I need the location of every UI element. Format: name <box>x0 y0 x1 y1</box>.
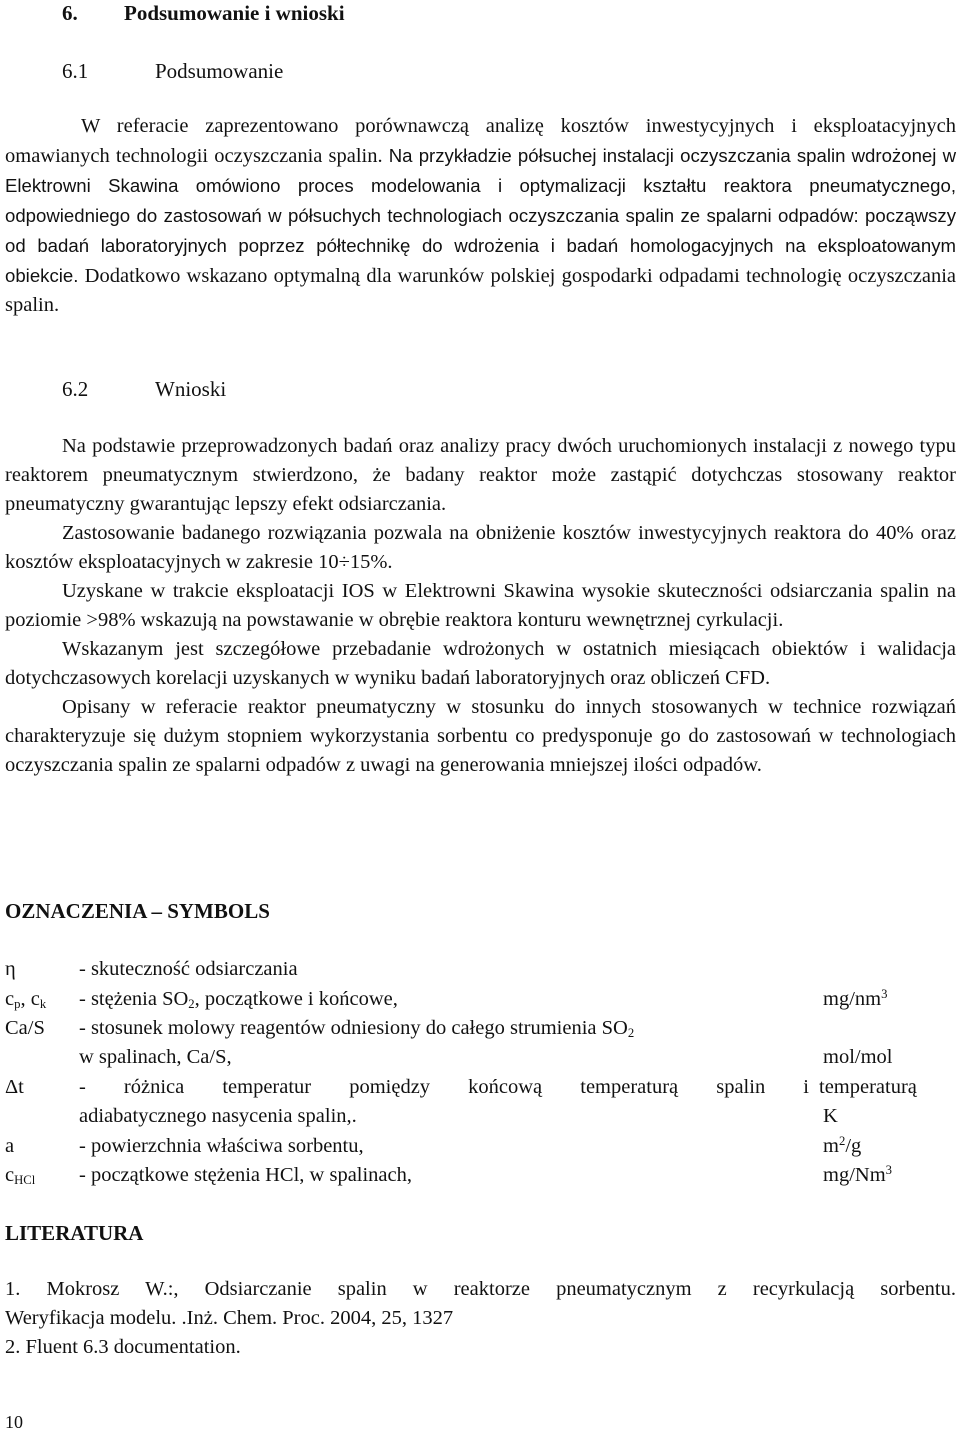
summary-text-1: W referacie zaprezentowano porównawczą analizę kosztów inwestycyjnych i eksploatacyjnych omawianych technologii oczyszczania spalin. <box>5 115 956 167</box>
symbol-unit: $m^2/g$ <box>823 1134 862 1157</box>
section-number: 6.2 <box>62 377 89 401</box>
symbol-description: - różnica temperatur pomiędzy końcową temperaturą spalin i <box>79 1076 809 1098</box>
section-6-1-heading <box>62 58 283 84</box>
conclusion-paragraph: Wskazanym jest szczegółowe przebadanie wdrożonych w ostatnich miesiącach obiektów i walidacja dotychczasowych korelacji uzyskanych w wyniku badań laboratoryjnych oraz obliczeń CFD. <box>5 638 956 689</box>
section-6-heading <box>62 0 345 26</box>
section-number: 6.1 <box>62 59 89 83</box>
symbol-row-delta-t-cont <box>5 1102 956 1131</box>
symbol: η <box>5 958 16 980</box>
symbol-unit: K <box>823 1105 838 1127</box>
symbol-description: - początkowe stężenia HCl, w spalinach, <box>79 1164 413 1186</box>
symbol-row-ca-s-cont <box>5 1043 956 1072</box>
section-title: Podsumowanie i wnioski <box>124 1 345 25</box>
symbol-row-hcl <box>5 1161 956 1190</box>
symbol: $c_{HCl}$ <box>5 1164 36 1188</box>
symbol-unit: temperaturą <box>819 1076 917 1098</box>
reference-1-line-2: Weryfikacja modelu. .Inż. Chem. Proc. 2004, 25, 1327 <box>5 1307 454 1329</box>
symbol-description: - powierzchnia właściwa sorbentu, <box>79 1135 364 1157</box>
page-number: 10 <box>5 1412 23 1432</box>
section-title: Podsumowanie <box>155 59 284 83</box>
conclusion-paragraph: Na podstawie przeprowadzonych badań oraz analizy pracy dwóch uruchomionych instalacji z nowego typu reaktorem pneumatycznym stwierdzono, że badany reaktor może zastąpić dotychczas stosowany reaktor pneumatyczny gwarantując lepszy efekt odsiarczania. <box>5 435 956 515</box>
section-6-2-heading <box>62 376 226 402</box>
symbol-description: adiabatycznego nasycenia spalin,. <box>79 1105 357 1127</box>
symbol-unit: mol/mol <box>823 1046 893 1068</box>
symbol-description: - stosunek molowy reagentów odniesiony do całego strumienia $SO_2$ <box>79 1017 635 1041</box>
symbol: $c_p$, $c_k$ <box>5 988 47 1012</box>
symbol-description: - skuteczność odsiarczania <box>79 958 298 980</box>
literature-list <box>5 1275 956 1362</box>
section-title: Wnioski <box>155 377 227 401</box>
reference-2: 2. Fluent 6.3 documentation. <box>5 1336 241 1358</box>
symbol: a <box>5 1135 15 1157</box>
symbol-description: - stężenia $SO_2$, początkowe i końcowe, <box>79 988 398 1012</box>
symbol-row-eta <box>5 955 956 984</box>
summary-paragraph <box>5 112 956 320</box>
symbol-row-ca-s <box>5 1014 956 1043</box>
literature-heading: LITERATURA <box>5 1221 144 1245</box>
conclusion-paragraph: Zastosowanie badanego rozwiązania pozwala na obniżenie kosztów inwestycyjnych reaktora do 40% oraz kosztów eksploatacyjnych w zakresie 10÷15%. <box>5 522 956 573</box>
symbols-heading: OZNACZENIA – SYMBOLS <box>5 899 270 923</box>
symbol-row-concentration <box>5 985 956 1014</box>
symbol: Δt <box>5 1076 24 1098</box>
conclusions-block <box>5 432 956 780</box>
symbol-unit: $mg/nm^3$ <box>823 987 888 1010</box>
symbol-row-delta-t <box>5 1073 956 1102</box>
symbol-row-surface <box>5 1132 956 1161</box>
conclusion-paragraph: Uzyskane w trakcie eksploatacji IOS w Elektrowni Skawina wysokie skuteczności odsiarczania spalin na poziomie >98% wskazują na powstawanie w obrębie reaktora konturu wewnętrznej cyrkulacji. <box>5 580 956 631</box>
conclusion-paragraph: Opisany w referacie reaktor pneumatyczny w stosunku do innych stosowanych w technice rozwiązań charakteryzuje się dużym stopniem wykorzystania sorbentu co predysponuje go do zastosowań w technologiach oczyszczania spalin ze spalarni odpadów z uwagi na generowania mniejszej ilości odpadów. <box>5 696 956 776</box>
symbol: Ca/S <box>5 1017 45 1039</box>
section-number: 6. <box>62 1 78 25</box>
symbol-unit: mg/Nm$^3$ <box>823 1163 893 1186</box>
symbol-description: w spalinach, Ca/S, <box>79 1046 232 1068</box>
summary-text-2: Na przykładzie półsuchej instalacji oczyszczania spalin wdrożonej w Elektrowni Skawina omówiono proces modelowania i optymalizacji kształtu reaktora pneumatycznego, odpowiedniego do zastosowań w półsuchych technologiach oczyszczania spalin ze spalarni odpadów: począwszy od badań laboratoryjnych poprzez półtechnikę do wdrożenia i badań homologacyjnych na eksploatowanym obiekcie. <box>5 145 956 286</box>
reference-1-line-1: 1. Mokrosz W.:, Odsiarczanie spalin w reaktorze pneumatycznym z recyrkulacją sorbentu. <box>5 1278 956 1300</box>
summary-text-3: Dodatkowo wskazano optymalną dla warunków polskiej gospodarki odpadami technologię oczyszczania spalin. <box>5 265 956 316</box>
